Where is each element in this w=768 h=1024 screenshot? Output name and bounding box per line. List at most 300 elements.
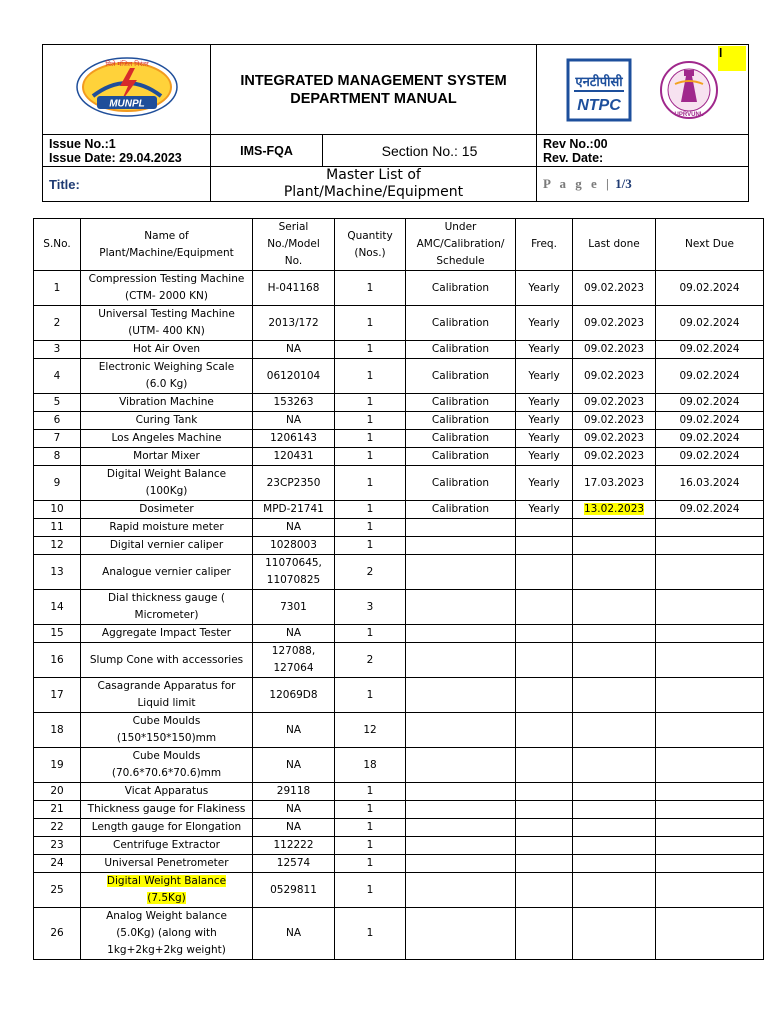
cell-freq-text: Yearly <box>528 343 560 355</box>
col-header-last-done: Last done <box>573 219 656 271</box>
cell-freq-text: Yearly <box>528 281 560 294</box>
cell-name <box>81 519 253 537</box>
cell-serial <box>253 271 335 306</box>
cell-under <box>406 678 516 713</box>
cell-name <box>81 801 253 819</box>
cell-sno <box>34 855 81 873</box>
cell-sno <box>34 713 81 748</box>
cell-qty <box>335 271 406 306</box>
cell-under <box>406 643 516 678</box>
cell-freq <box>516 819 573 837</box>
cell-sno <box>34 466 81 501</box>
cell-under <box>406 590 516 625</box>
corner-highlight-mark: l <box>718 46 746 71</box>
system-title-line1: INTEGRATED MANAGEMENT SYSTEM <box>240 72 507 89</box>
cell-last-done-text: 13.02.2023 <box>583 503 645 515</box>
cell-sno <box>34 819 81 837</box>
cell-serial-text: 23CP2350 <box>266 476 321 489</box>
cell-name-text: Digital vernier caliper <box>109 539 224 551</box>
issue-date: Issue Date: 29.04.2023 <box>49 150 182 165</box>
col-header-sno: S.No. <box>34 219 81 271</box>
cell-freq <box>516 537 573 555</box>
table-row <box>34 713 764 748</box>
cell-next-due-text: 09.02.2024 <box>679 450 740 462</box>
cell-under <box>406 306 516 341</box>
cell-under-text: Calibration <box>431 432 490 444</box>
cell-serial-text: 29118 <box>276 785 311 797</box>
cell-sno <box>34 555 81 590</box>
cell-freq-text: Yearly <box>528 432 560 444</box>
rev-no: Rev No.:00 <box>543 136 608 151</box>
cell-serial-text: 127088, 127064 <box>271 645 316 674</box>
cell-serial <box>253 590 335 625</box>
cell-name <box>81 783 253 801</box>
cell-name <box>81 678 253 713</box>
table-row <box>34 643 764 678</box>
cell-serial <box>253 430 335 448</box>
cell-qty <box>335 801 406 819</box>
cell-qty-text: 1 <box>366 369 374 382</box>
cell-freq <box>516 713 573 748</box>
cell-sno <box>34 783 81 801</box>
cell-name-text: Centrifuge Extractor <box>113 839 220 851</box>
cell-next-due <box>656 643 764 678</box>
table-row <box>34 819 764 837</box>
cell-sno <box>34 271 81 306</box>
cell-sno-text: 26 <box>50 927 64 939</box>
cell-serial <box>253 855 335 873</box>
cell-qty-text: 1 <box>366 785 374 797</box>
cell-qty-text: 1 <box>366 316 374 329</box>
cell-qty <box>335 590 406 625</box>
cell-sno <box>34 448 81 466</box>
cell-name <box>81 555 253 590</box>
cell-freq <box>516 448 573 466</box>
cell-name-text: Aggregate Impact Tester <box>101 627 232 639</box>
cell-freq <box>516 837 573 855</box>
cell-sno-text: 14 <box>50 600 64 613</box>
col-header-under: Under AMC/Calibration/ Schedule <box>406 219 516 271</box>
cell-sno-text: 23 <box>50 839 64 851</box>
cell-freq <box>516 625 573 643</box>
cell-qty-text: 1 <box>366 343 374 355</box>
table-row <box>34 359 764 394</box>
cell-under-text: Calibration <box>431 316 490 329</box>
cell-qty <box>335 448 406 466</box>
cell-last-done <box>573 359 656 394</box>
page-number-cell <box>537 167 749 202</box>
document-title-line2: Plant/Machine/Equipment <box>283 184 464 200</box>
title-label: Title: <box>43 167 211 202</box>
cell-qty <box>335 394 406 412</box>
cell-name <box>81 306 253 341</box>
cell-sno-text: 8 <box>53 450 61 462</box>
issue-no: Issue No.:1 <box>49 136 116 151</box>
cell-sno-text: 12 <box>50 539 64 551</box>
table-row <box>34 678 764 713</box>
cell-serial-text: 7301 <box>280 600 307 613</box>
cell-sno <box>34 519 81 537</box>
cell-under <box>406 837 516 855</box>
table-body <box>34 271 764 960</box>
table-row <box>34 537 764 555</box>
table-row <box>34 625 764 643</box>
cell-serial-text: 2013/172 <box>268 316 319 329</box>
page-label: P a g e | <box>543 176 612 191</box>
cell-serial <box>253 359 335 394</box>
cell-sno <box>34 306 81 341</box>
cell-freq-text: Yearly <box>528 316 560 329</box>
cell-name-text: Casagrande Apparatus for Liquid limit <box>97 680 236 709</box>
cell-next-due <box>656 590 764 625</box>
cell-next-due-text: 09.02.2024 <box>679 503 740 515</box>
cell-name-text: Analog Weight balance (5.0Kg) (along with 1kg+2kg+2kg weight) <box>106 910 227 956</box>
cell-next-due-text: 09.02.2024 <box>679 432 740 444</box>
cell-serial <box>253 873 335 908</box>
cell-serial-text: NA <box>285 927 302 939</box>
cell-name <box>81 873 253 908</box>
cell-name-text: Los Angeles Machine <box>111 432 222 444</box>
ntpc-logo <box>566 58 632 122</box>
cell-next-due <box>656 837 764 855</box>
cell-next-due <box>656 537 764 555</box>
cell-serial <box>253 537 335 555</box>
page-number: 1/3 <box>615 176 632 191</box>
cell-next-due <box>656 801 764 819</box>
cell-serial-text: 06120104 <box>266 369 321 382</box>
cell-qty <box>335 412 406 430</box>
cell-name <box>81 271 253 306</box>
cell-last-done <box>573 713 656 748</box>
table-row <box>34 590 764 625</box>
cell-qty <box>335 855 406 873</box>
cell-name <box>81 590 253 625</box>
cell-qty <box>335 625 406 643</box>
cell-freq <box>516 555 573 590</box>
cell-name <box>81 466 253 501</box>
cell-sno <box>34 430 81 448</box>
cell-serial <box>253 801 335 819</box>
cell-under-text: Calibration <box>431 396 490 408</box>
cell-sno-text: 10 <box>50 503 64 515</box>
cell-name <box>81 908 253 960</box>
cell-sno <box>34 908 81 960</box>
cell-name-text: Cube Moulds (150*150*150)mm <box>116 715 217 744</box>
cell-last-done <box>573 394 656 412</box>
cell-next-due <box>656 555 764 590</box>
cell-name-text: Thickness gauge for Flakiness <box>87 803 246 815</box>
cell-serial <box>253 837 335 855</box>
cell-name <box>81 341 253 359</box>
cell-under <box>406 908 516 960</box>
cell-name-text: Cube Moulds (70.6*70.6*70.6)mm <box>111 750 222 779</box>
cell-last-done-text: 09.02.2023 <box>583 432 645 444</box>
cell-sno-text: 16 <box>50 653 64 666</box>
revision-info-cell <box>537 135 749 167</box>
cell-sno-text: 15 <box>50 627 64 639</box>
cell-freq <box>516 341 573 359</box>
cell-name-text: Dosimeter <box>139 503 194 515</box>
cell-sno-text: 4 <box>53 369 61 382</box>
cell-last-done <box>573 855 656 873</box>
cell-next-due-text: 09.02.2024 <box>679 414 740 426</box>
cell-last-done <box>573 555 656 590</box>
cell-name <box>81 537 253 555</box>
cell-name-text: Rapid moisture meter <box>109 521 224 533</box>
cell-qty-text: 1 <box>366 521 374 533</box>
cell-freq <box>516 271 573 306</box>
cell-name-text: Mortar Mixer <box>133 450 200 462</box>
cell-name <box>81 412 253 430</box>
cell-last-done-text: 09.02.2023 <box>583 396 645 408</box>
cell-last-done <box>573 643 656 678</box>
cell-freq <box>516 466 573 501</box>
cell-freq-text: Yearly <box>528 414 560 426</box>
cell-last-done <box>573 519 656 537</box>
cell-under <box>406 466 516 501</box>
cell-qty <box>335 783 406 801</box>
cell-name <box>81 625 253 643</box>
table-row <box>34 519 764 537</box>
cell-sno-text: 21 <box>50 803 64 815</box>
cell-serial-text: 12069D8 <box>269 688 318 701</box>
table-row <box>34 837 764 855</box>
cell-serial-text: NA <box>285 803 302 815</box>
cell-qty-text: 1 <box>366 627 374 639</box>
cell-next-due <box>656 448 764 466</box>
cell-qty <box>335 678 406 713</box>
cell-name-text: Digital Weight Balance (7.5Kg) <box>106 875 227 904</box>
table-row <box>34 855 764 873</box>
cell-qty <box>335 643 406 678</box>
cell-qty-text: 1 <box>366 821 374 833</box>
cell-serial <box>253 625 335 643</box>
cell-serial <box>253 412 335 430</box>
cell-qty-text: 1 <box>366 857 374 869</box>
cell-qty <box>335 748 406 783</box>
cell-under <box>406 783 516 801</box>
cell-qty <box>335 713 406 748</box>
cell-last-done <box>573 678 656 713</box>
cell-under <box>406 448 516 466</box>
cell-sno <box>34 625 81 643</box>
cell-serial-text: NA <box>285 414 302 426</box>
ntpc-logo-hindi: एनटीपीसी <box>575 74 623 90</box>
cell-qty-text: 1 <box>366 432 374 444</box>
cell-serial <box>253 678 335 713</box>
equipment-table <box>33 218 764 960</box>
cell-next-due <box>656 625 764 643</box>
cell-under-text: Calibration <box>431 343 490 355</box>
cell-under <box>406 271 516 306</box>
cell-qty-text: 2 <box>366 653 374 666</box>
cell-last-done-text: 09.02.2023 <box>583 414 645 426</box>
cell-name <box>81 748 253 783</box>
cell-sno-text: 17 <box>50 688 64 701</box>
cell-serial-text: 11070645, 11070825 <box>265 557 322 586</box>
table-row <box>34 501 764 519</box>
cell-qty-text: 12 <box>363 723 377 736</box>
uprvunl-logo <box>659 56 719 124</box>
cell-qty <box>335 430 406 448</box>
cell-under <box>406 359 516 394</box>
cell-last-done-text: 09.02.2023 <box>583 316 645 329</box>
cell-name <box>81 819 253 837</box>
cell-qty-text: 1 <box>366 883 374 896</box>
cell-name <box>81 448 253 466</box>
cell-serial-text: NA <box>285 723 302 736</box>
cell-sno-text: 20 <box>50 785 64 797</box>
cell-next-due <box>656 341 764 359</box>
cell-next-due-text: 09.02.2024 <box>679 369 740 382</box>
table-row <box>34 306 764 341</box>
cell-last-done <box>573 625 656 643</box>
cell-freq-text: Yearly <box>528 476 560 489</box>
cell-serial <box>253 466 335 501</box>
cell-name <box>81 837 253 855</box>
cell-last-done-text: 09.02.2023 <box>583 450 645 462</box>
cell-sno <box>34 837 81 855</box>
cell-sno-text: 19 <box>50 758 64 771</box>
section-no: Section No.: 15 <box>323 135 537 167</box>
cell-qty-text: 1 <box>366 396 374 408</box>
cell-serial <box>253 819 335 837</box>
cell-serial-text: MPD-21741 <box>263 503 324 515</box>
cell-serial-text: NA <box>285 627 302 639</box>
cell-sno <box>34 748 81 783</box>
cell-sno-text: 18 <box>50 723 64 736</box>
cell-name-text: Electronic Weighing Scale (6.0 Kg) <box>98 361 235 390</box>
table-row <box>34 466 764 501</box>
cell-sno <box>34 501 81 519</box>
cell-name <box>81 643 253 678</box>
munpl-logo-text: MUNPL <box>108 98 145 110</box>
cell-next-due <box>656 359 764 394</box>
cell-sno <box>34 341 81 359</box>
cell-serial-text: 112222 <box>273 839 314 851</box>
cell-next-due <box>656 855 764 873</box>
cell-qty-text: 1 <box>366 539 374 551</box>
cell-last-done <box>573 466 656 501</box>
table-row <box>34 783 764 801</box>
cell-sno-text: 24 <box>50 857 64 869</box>
cell-serial <box>253 394 335 412</box>
ntpc-logo-text: NTPC <box>577 96 622 114</box>
cell-freq <box>516 412 573 430</box>
cell-freq <box>516 855 573 873</box>
cell-next-due <box>656 908 764 960</box>
cell-serial-text: NA <box>285 821 302 833</box>
cell-qty <box>335 873 406 908</box>
cell-freq <box>516 306 573 341</box>
cell-name <box>81 501 253 519</box>
cell-sno <box>34 801 81 819</box>
cell-name-text: Universal Testing Machine (UTM- 400 KN) <box>98 308 235 337</box>
cell-qty <box>335 466 406 501</box>
cell-name-text: Slump Cone with accessories <box>89 653 244 666</box>
table-row <box>34 748 764 783</box>
table-row <box>34 908 764 960</box>
col-header-next-due: Next Due <box>656 219 764 271</box>
cell-under <box>406 713 516 748</box>
cell-next-due-text: 16.03.2024 <box>679 476 740 489</box>
cell-under <box>406 855 516 873</box>
col-header-freq: Freq. <box>516 219 573 271</box>
cell-name <box>81 394 253 412</box>
cell-last-done <box>573 801 656 819</box>
cell-next-due <box>656 519 764 537</box>
cell-qty-text: 18 <box>363 758 377 771</box>
system-title-cell <box>211 45 537 135</box>
cell-serial-text: 0529811 <box>270 883 317 896</box>
cell-next-due <box>656 412 764 430</box>
partner-logos-cell <box>537 45 749 135</box>
cell-sno-text: 9 <box>53 476 61 489</box>
cell-sno-text: 5 <box>53 396 61 408</box>
munpl-logo <box>75 56 179 118</box>
cell-under <box>406 625 516 643</box>
cell-under-text: Calibration <box>431 414 490 426</box>
cell-next-due <box>656 713 764 748</box>
cell-next-due <box>656 394 764 412</box>
cell-sno <box>34 359 81 394</box>
issue-info-cell <box>43 135 211 167</box>
munpl-logo-hindi: मिले मंजिल निरंतर <box>104 60 149 68</box>
cell-qty <box>335 819 406 837</box>
cell-under <box>406 341 516 359</box>
table-row <box>34 555 764 590</box>
cell-serial <box>253 448 335 466</box>
cell-next-due <box>656 430 764 448</box>
cell-qty <box>335 837 406 855</box>
doc-code: IMS-FQA <box>211 135 323 167</box>
cell-qty-text: 1 <box>366 450 374 462</box>
cell-freq <box>516 801 573 819</box>
cell-last-done-text: 09.02.2023 <box>583 369 645 382</box>
cell-next-due <box>656 678 764 713</box>
cell-freq <box>516 590 573 625</box>
cell-last-done <box>573 501 656 519</box>
cell-sno <box>34 678 81 713</box>
cell-name <box>81 430 253 448</box>
cell-under-text: Calibration <box>431 369 490 382</box>
cell-name-text: Curing Tank <box>135 414 198 426</box>
cell-qty-text: 1 <box>366 803 374 815</box>
cell-under-text: Calibration <box>431 450 490 462</box>
cell-name-text: Length gauge for Elongation <box>91 821 242 833</box>
cell-serial-text: NA <box>285 758 302 771</box>
cell-freq-text: Yearly <box>528 396 560 408</box>
cell-last-done-text: 09.02.2023 <box>583 281 645 294</box>
cell-freq-text: Yearly <box>528 369 560 382</box>
cell-qty-text: 1 <box>366 281 374 294</box>
cell-name-text: Dial thickness gauge ( Micrometer) <box>108 592 225 621</box>
rev-date: Rev. Date: <box>543 150 604 165</box>
table-row <box>34 412 764 430</box>
cell-qty <box>335 341 406 359</box>
cell-under <box>406 519 516 537</box>
cell-last-done <box>573 448 656 466</box>
cell-name-text: Digital Weight Balance (100Kg) <box>106 468 227 497</box>
cell-serial <box>253 306 335 341</box>
col-header-name: Name of Plant/Machine/Equipment <box>81 219 253 271</box>
cell-name-text: Universal Penetrometer <box>104 857 229 869</box>
cell-next-due-text: 09.02.2024 <box>679 396 740 408</box>
cell-sno <box>34 412 81 430</box>
col-header-quantity: Quantity (Nos.) <box>335 219 406 271</box>
cell-under <box>406 801 516 819</box>
cell-serial <box>253 555 335 590</box>
